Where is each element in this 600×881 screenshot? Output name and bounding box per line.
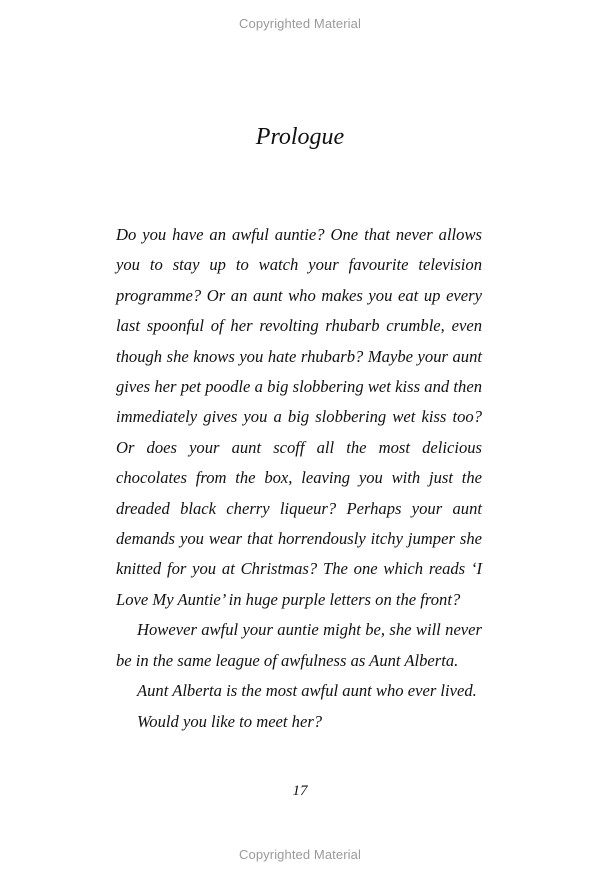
paragraph-3: Aunt Alberta is the most awful aunt who ever lived. [137,681,477,701]
chapter-title: Prologue [255,124,345,150]
page-number: 17 [292,783,308,799]
paragraph-4: Would you like to meet her? [137,711,323,731]
paragraph-2: However awful your auntie might be, she will never be in the same league of awfulness as Aunt Alberta. [116,620,482,670]
chapter-body [116,220,482,737]
copyright-watermark-bottom: Copyrighted Material [239,847,361,862]
paragraph-1: Do you have an awful auntie? One that never allows you to stay up to watch your favourite television programme? Or an aunt who makes you eat up every last spoonful of her revolting rhubarb crumble, even though she knows you hate rhubarb? Maybe your aunt gives her pet poodle a big slobbering wet kiss and then immediately gives you a big slobbering wet kiss too? Or does your aunt scoff all the most delicious chocolates from the box, leaving you with just the dreaded black cherry liqueur? Perhaps your aunt demands you wear that horrendously itchy jumper she knitted for you at Christmas? The one which reads ‘I Love My Auntie’ in huge purple letters on the front? [116,225,482,609]
copyright-watermark-top: Copyrighted Material [239,16,361,31]
